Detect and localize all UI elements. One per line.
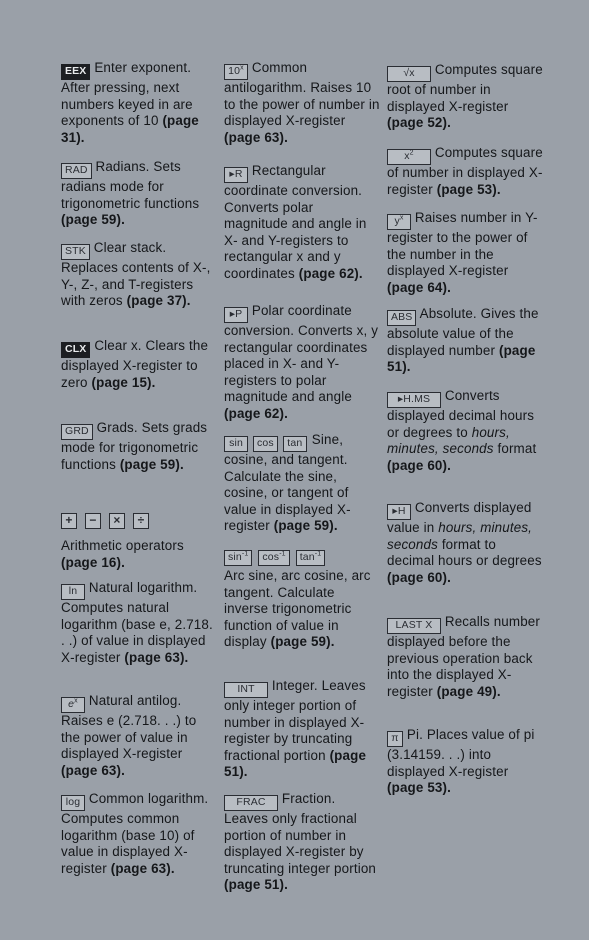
asin-key: [224, 550, 252, 566]
ten-x-desc: Common antilogarithm. Raises 10 to the power of number in displayed X-register: [224, 60, 380, 129]
abs-key: ABS: [387, 310, 416, 326]
ex-key-base: e: [68, 698, 75, 710]
abs-page: (page 51).: [387, 342, 536, 375]
atan-key-sup: -1: [314, 550, 322, 558]
x-squared-key-base: x: [404, 150, 410, 162]
hms-desc-a: Converts displayed decimal hours or degrees to: [387, 388, 535, 440]
eex-page: (page 31).: [61, 113, 199, 145]
rad-key: RAD: [61, 163, 92, 179]
frac-desc: Fraction. Leaves only fractional portion of number in displayed X-register by truncating integer portion: [224, 791, 377, 876]
stk-key: STK: [61, 244, 90, 260]
sqrt-key: √x: [387, 66, 431, 82]
to-polar-desc: Polar coordinate conversion. Converts x, y rectangular coordinates placed in X- and Y-registers to polar magnitude and angle: [224, 303, 379, 405]
entry-stk: [61, 240, 216, 310]
rad-page: (page 59).: [61, 212, 126, 228]
ln-page: (page 63).: [124, 649, 189, 665]
int-key: INT: [224, 682, 268, 698]
rad-desc: Radians. Sets radians mode for trigonometric functions: [61, 159, 200, 211]
atan-key: [296, 550, 326, 566]
arithmetic-keys: [61, 510, 216, 529]
entry-ex: [61, 693, 216, 779]
entry-hms: [387, 388, 547, 474]
hms-page: (page 60).: [387, 457, 452, 473]
entry-grd: [61, 420, 216, 473]
to-rect-page: (page 62).: [298, 265, 363, 281]
abs-desc: Absolute. Gives the absolute value of the displayed number: [387, 306, 539, 358]
grd-key: GRD: [61, 424, 93, 440]
entry-arithmetic: [61, 510, 216, 571]
ex-key: [61, 697, 85, 713]
int-page: (page 51).: [224, 747, 367, 780]
entry-to-polar: [224, 303, 380, 423]
to-h-desc-em: hours, minutes, seconds: [387, 520, 533, 552]
pi-desc: Pi. Places value of pi (3.14159. . .) into displayed X-register: [387, 727, 535, 779]
ln-key: ln: [61, 584, 85, 600]
entry-arctrig: [224, 546, 380, 651]
entry-log: [61, 791, 216, 877]
to-polar-page: (page 62).: [224, 405, 289, 421]
arithmetic-desc: Arithmetic operators: [61, 538, 184, 553]
entry-frac: [224, 791, 380, 894]
ex-desc: Natural antilog. Raises e (2.718. . .) to the power of value in displayed X-register: [61, 693, 197, 762]
entry-ln: [61, 580, 216, 666]
entry-lastx: [387, 614, 547, 700]
clx-page: (page 15).: [91, 374, 156, 390]
divide-key: ÷: [133, 513, 149, 529]
acos-key: [258, 550, 289, 566]
sqrt-desc: Computes square root of number in displayed X-register: [387, 62, 543, 114]
frac-key: FRAC: [224, 795, 278, 811]
x-squared-key: [387, 149, 431, 165]
acos-key-sup: -1: [279, 550, 286, 558]
log-key: log: [61, 795, 85, 811]
y-power-x-desc: Raises number in Y-register to the power of the number in the displayed X-register: [387, 210, 538, 279]
times-key: ×: [109, 513, 125, 529]
acos-key-base: cos: [262, 551, 280, 563]
y-power-x-page: (page 64).: [387, 279, 452, 295]
atan-key-base: tan: [299, 551, 315, 563]
arithmetic-page: (page 16).: [61, 554, 126, 570]
last-x-desc: Recalls number displayed before the previous operation back into the displayed X-register: [387, 614, 541, 699]
arctrig-keys: [224, 546, 380, 566]
ln-desc: Natural logarithm. Computes natural logarithm (base e, 2.718. . .) of value in displayed X-register: [61, 580, 213, 665]
plus-key: +: [61, 513, 77, 529]
trig-desc: Sine, cosine, and tangent. Calculate the sine, cosine, or tangent of value in displayed X-register: [224, 432, 351, 534]
ten-x-key: [224, 64, 248, 80]
entry-abs: [387, 306, 547, 376]
int-desc: Integer. Leaves only integer portion of number in displayed X-register by truncating fractional portion: [224, 678, 366, 763]
ex-page: (page 63).: [61, 762, 126, 778]
frac-page: (page 51).: [224, 877, 289, 893]
clx-desc: Clear x. Clears the displayed X-register to zero: [61, 338, 209, 390]
to-hms-key: ▸H.MS: [387, 392, 441, 408]
eex-desc: Enter exponent. After pressing, next numbers keyed in are exponents of 10: [61, 60, 193, 129]
ex-key-sup: x: [74, 697, 78, 705]
to-rect-key: ▸R: [224, 167, 248, 183]
arctrig-desc: Arc sine, arc cosine, arc tangent. Calculate inverse trigonometric function of value in display: [224, 568, 371, 650]
entry-pi: [387, 727, 547, 797]
asin-key-base: sin: [228, 551, 242, 563]
eex-key: EEX: [61, 64, 90, 80]
pi-page: (page 53).: [387, 780, 452, 796]
pi-key: π: [387, 731, 403, 747]
y-power-x-key-sup: x: [399, 214, 404, 222]
ten-x-key-base: 10: [228, 65, 241, 77]
grd-page: (page 59).: [119, 456, 184, 472]
grd-desc: Grads. Sets grads mode for trigonometric functions: [61, 420, 208, 472]
clx-key: CLX: [61, 342, 90, 358]
log-desc: Common logarithm. Computes common logarithm (base 10) of value in displayed X-register: [61, 791, 209, 876]
tan-key: tan: [283, 436, 307, 452]
x-squared-desc: Computes square of number in displayed X-register: [387, 145, 543, 197]
entry-trig: [224, 432, 380, 535]
entry-x2: [387, 145, 547, 198]
ten-x-key-sup: x: [240, 64, 244, 72]
arctrig-page: (page 59).: [270, 634, 335, 650]
minus-key: −: [85, 513, 101, 529]
to-h-page: (page 60).: [387, 569, 452, 585]
trig-keys: [224, 432, 312, 447]
entry-10x: [224, 60, 380, 146]
hms-desc-b: format: [497, 441, 537, 457]
to-h-desc-a: Converts displayed value in: [387, 500, 532, 535]
x-squared-key-sup: 2: [409, 149, 414, 157]
trig-page: (page 59).: [273, 518, 338, 534]
hms-desc-em: hours, minutes, seconds: [387, 424, 510, 457]
x-squared-page: (page 53).: [436, 181, 501, 197]
entry-rad: [61, 159, 216, 229]
y-power-x-key-base: y: [394, 215, 400, 227]
to-h-desc-b: format to decimal hours or degrees: [387, 536, 542, 569]
last-x-key: LAST X: [387, 618, 441, 634]
entry-yx: [387, 210, 547, 296]
y-power-x-key: [387, 214, 411, 230]
sqrt-page: (page 52).: [387, 115, 452, 131]
entry-clx: [61, 338, 216, 391]
sin-key: sin: [224, 436, 248, 452]
ten-x-page: (page 63).: [224, 129, 289, 145]
entry-sqrt: [387, 62, 547, 132]
entry-to-rect: [224, 163, 380, 283]
last-x-page: (page 49).: [436, 683, 501, 699]
entry-eex: [61, 60, 216, 146]
to-rect-desc: Rectangular coordinate conversion. Converts polar magnitude and angle in X- and Y-registers to rectangular x and y coordinates: [224, 163, 367, 281]
entry-int: [224, 678, 380, 781]
to-h-key: ▸H: [387, 504, 411, 520]
to-polar-key: ▸P: [224, 307, 248, 323]
stk-desc: Clear stack. Replaces contents of X-, Y-, Z-, and T-registers with zeros: [61, 240, 211, 309]
cos-key: cos: [253, 436, 278, 452]
log-page: (page 63).: [110, 860, 175, 876]
entry-to-h: [387, 500, 547, 586]
stk-page: (page 37).: [126, 293, 191, 309]
asin-key-sup: -1: [241, 550, 249, 558]
